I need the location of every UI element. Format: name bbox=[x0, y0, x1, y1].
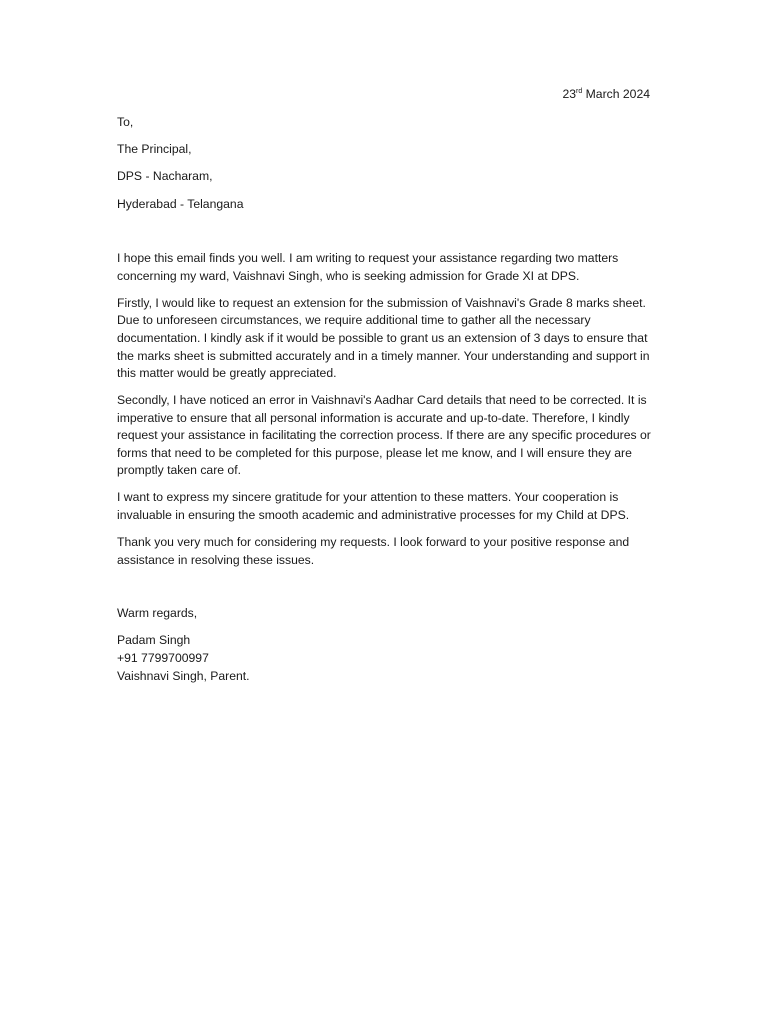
recipient-address bbox=[117, 114, 655, 213]
letter-date bbox=[562, 86, 650, 104]
letter-content bbox=[117, 114, 655, 685]
letter-closing bbox=[117, 605, 655, 685]
address-school: DPS - Nacharam, bbox=[117, 169, 213, 184]
address-salutation: To, bbox=[117, 115, 134, 129]
body-paragraph-thanks: Thank you very much for considering my requests. I look forward to your positive response and assistance in resolving these issues. bbox=[117, 535, 630, 567]
letter-body bbox=[117, 250, 655, 569]
date-month-year: March 2024 bbox=[582, 87, 650, 101]
address-city: Hyderabad - Telangana bbox=[117, 196, 244, 211]
closing-greeting: Warm regards, bbox=[117, 606, 198, 621]
signature-relation: Vaishnavi Singh, Parent. bbox=[117, 668, 250, 683]
body-paragraph-intro: I hope this email finds you well. I am writing to request your assistance regarding two matters concerning my ward, Vaishnavi Singh, who is seeking admission for Grade XI at DPS. bbox=[117, 251, 619, 283]
body-paragraph-marks-extension: Firstly, I would like to request an extension for the submission of Vaishnavi's Grade 8 marks sheet. Due to unforeseen circumstances, we require additional time to gather all the necessary documentation. I kindly ask if it would be possible to grant us an extension of 3 days to ensure that the marks sheet is submitted accurately and in a timely manner. Your understanding and support in this matter would be greatly appreciated. bbox=[117, 295, 650, 381]
signature-phone: +91 7799700997 bbox=[117, 651, 209, 665]
signature-name: Padam Singh bbox=[117, 633, 191, 648]
body-paragraph-aadhar-correction: Secondly, I have noticed an error in Vaishnavi's Aadhar Card details that need to be corrected. It is imperative to ensure that all personal information is accurate and up-to-date. Therefore, I kindly request your assistance in facilitating the correction process. If there are any specific procedures or forms that need to be completed for this purpose, please let me know, and I will ensure they are promptly taken care of. bbox=[117, 393, 651, 478]
address-recipient: The Principal, bbox=[117, 142, 192, 157]
date-day: 23 bbox=[562, 87, 577, 101]
date-ordinal-suffix: rd bbox=[576, 88, 583, 95]
body-paragraph-gratitude: I want to express my sincere gratitude for your attention to these matters. Your cooperation is invaluable in ensuring the smooth academic and administrative processes for my Child at DPS. bbox=[117, 490, 630, 523]
